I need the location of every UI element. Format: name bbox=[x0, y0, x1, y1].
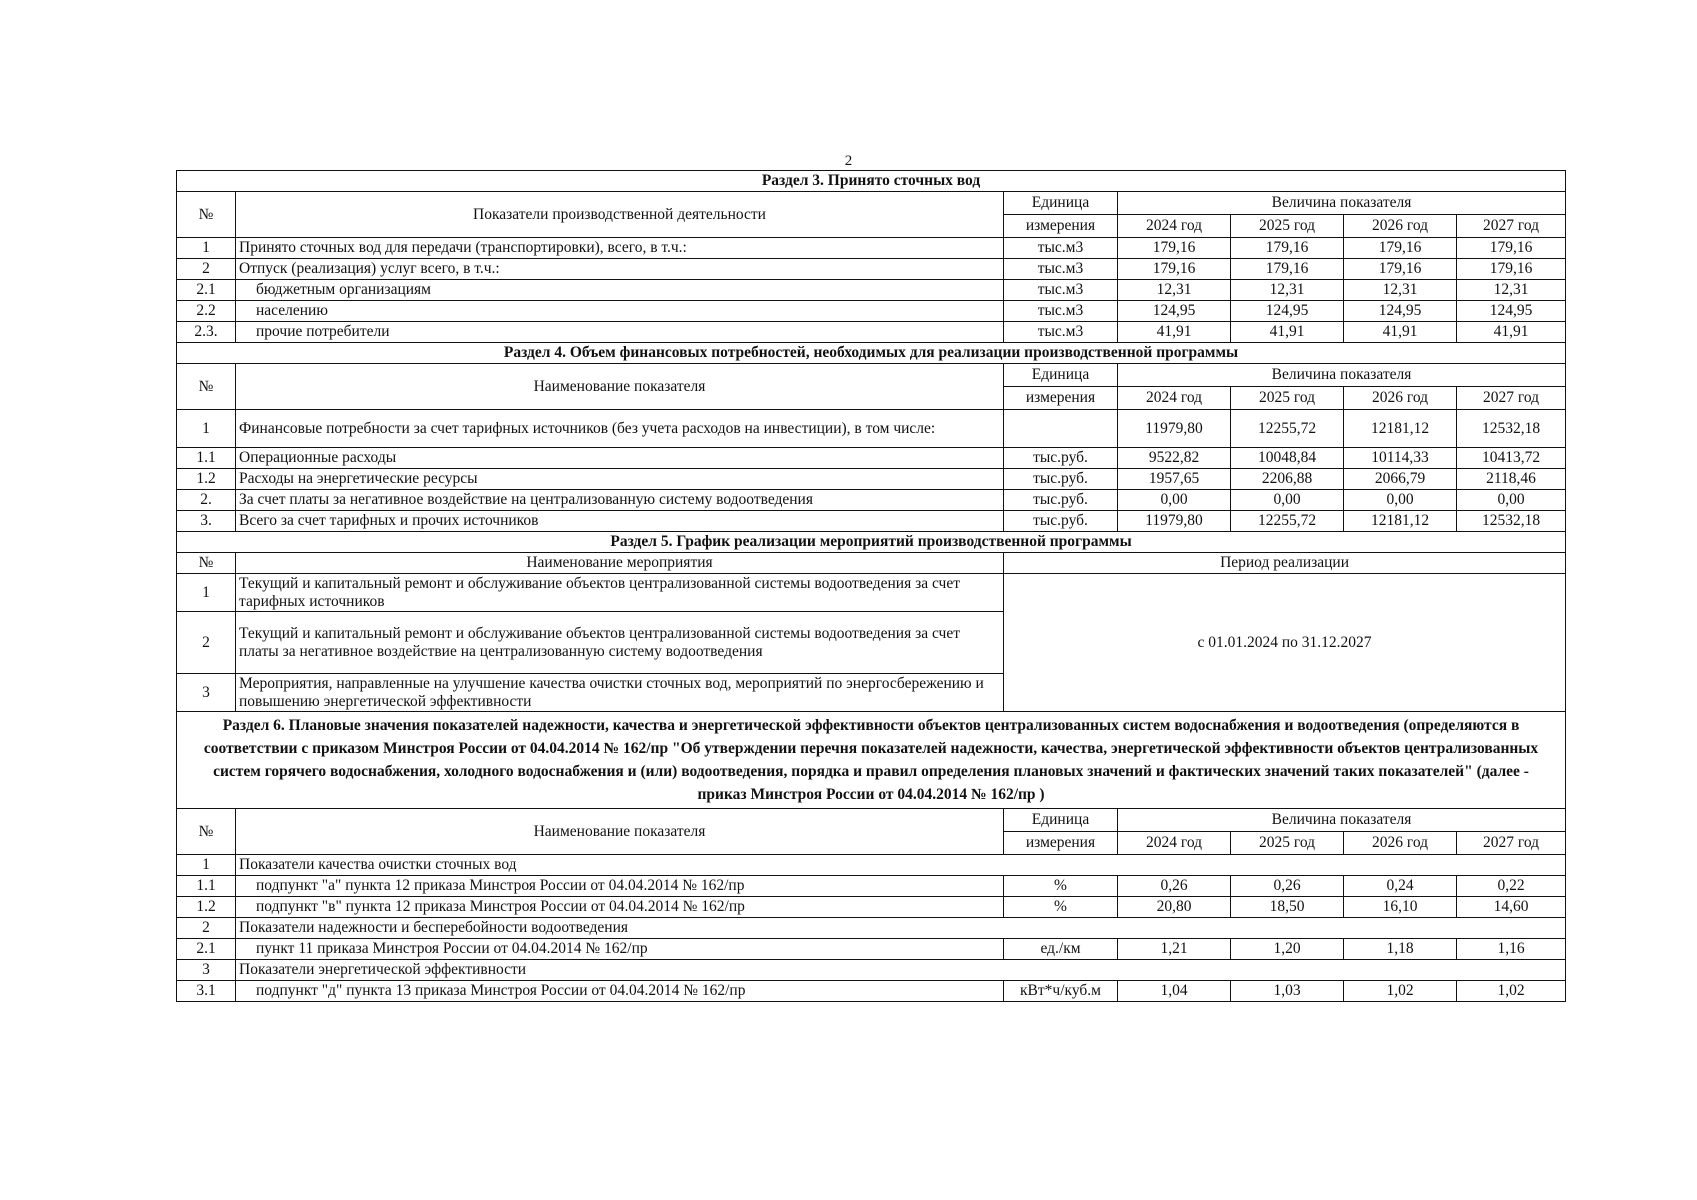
row-value: 12181,12 bbox=[1344, 410, 1457, 448]
row-value: 41,91 bbox=[1457, 322, 1566, 343]
row-group-name: Показатели надежности и бесперебойности водоотведения bbox=[236, 918, 1566, 939]
section3-header-value: Величина показателя bbox=[1118, 192, 1566, 215]
row-value: 12181,12 bbox=[1344, 511, 1457, 532]
row-num: 3.1 bbox=[177, 981, 236, 1002]
row-unit: кВт*ч/куб.м bbox=[1004, 981, 1118, 1002]
section3-header-row-1 bbox=[177, 192, 1566, 215]
row-value: 12532,18 bbox=[1457, 511, 1566, 532]
row-name: подпункт "в" пункта 12 приказа Минстроя России от 04.04.2014 № 162/пр bbox=[236, 897, 1004, 918]
row-name: бюджетным организациям bbox=[236, 280, 1004, 301]
table-row bbox=[177, 280, 1566, 301]
section4-header-value: Величина показателя bbox=[1118, 364, 1566, 387]
row-num: 3. bbox=[177, 511, 236, 532]
row-num: 2 bbox=[177, 918, 236, 939]
section6-header-unit: Единица bbox=[1004, 809, 1118, 832]
row-num: 2.3. bbox=[177, 322, 236, 343]
section5-header-row bbox=[177, 553, 1566, 574]
section3-title-row bbox=[177, 171, 1566, 192]
row-num: 1.2 bbox=[177, 469, 236, 490]
row-value: 1,21 bbox=[1118, 939, 1231, 960]
row-value: 179,16 bbox=[1118, 238, 1231, 259]
row-value: 2206,88 bbox=[1231, 469, 1344, 490]
section6-header-year: 2027 год bbox=[1457, 832, 1566, 855]
table-row bbox=[177, 981, 1566, 1002]
row-value: 124,95 bbox=[1231, 301, 1344, 322]
row-value: 1,20 bbox=[1231, 939, 1344, 960]
row-value: 9522,82 bbox=[1118, 448, 1231, 469]
row-num: 1 bbox=[177, 410, 236, 448]
row-unit: тыс.руб. bbox=[1004, 511, 1118, 532]
row-value: 10048,84 bbox=[1231, 448, 1344, 469]
table-row bbox=[177, 574, 1566, 612]
row-value: 0,00 bbox=[1118, 490, 1231, 511]
row-num: 3 bbox=[177, 674, 236, 712]
section4-header-unit-2: измерения bbox=[1004, 387, 1118, 410]
table-row bbox=[177, 259, 1566, 280]
row-name: Текущий и капитальный ремонт и обслуживание объектов централизованной системы водоотведения за счет тарифных источников bbox=[236, 574, 1004, 612]
section6-header-year: 2025 год bbox=[1231, 832, 1344, 855]
table-row bbox=[177, 511, 1566, 532]
row-group-name: Показатели качества очистки сточных вод bbox=[236, 855, 1566, 876]
row-name: Операционные расходы bbox=[236, 448, 1004, 469]
row-value: 41,91 bbox=[1344, 322, 1457, 343]
section3-header-year: 2024 год bbox=[1118, 215, 1231, 238]
section3-title: Раздел 3. Принято сточных вод bbox=[177, 171, 1566, 192]
row-num: 2 bbox=[177, 259, 236, 280]
production-program-table bbox=[176, 170, 1566, 1002]
row-value: 12,31 bbox=[1457, 280, 1566, 301]
row-name: Мероприятия, направленные на улучшение качества очистки сточных вод, мероприятий по энергосбережению и повышению энергетической эффективности bbox=[236, 674, 1004, 712]
section5-header-num: № bbox=[177, 553, 236, 574]
section4-title: Раздел 4. Объем финансовых потребностей, необходимых для реализации производственной программы bbox=[177, 343, 1566, 364]
table-row bbox=[177, 960, 1566, 981]
section4-header-year: 2026 год bbox=[1344, 387, 1457, 410]
row-value: 0,00 bbox=[1344, 490, 1457, 511]
row-name: пункт 11 приказа Минстроя России от 04.04.2014 № 162/пр bbox=[236, 939, 1004, 960]
row-num: 3 bbox=[177, 960, 236, 981]
row-value: 179,16 bbox=[1457, 238, 1566, 259]
row-unit: тыс.руб. bbox=[1004, 490, 1118, 511]
section3-header-num: № bbox=[177, 192, 236, 238]
section3-header-year: 2027 год bbox=[1457, 215, 1566, 238]
row-value: 12532,18 bbox=[1457, 410, 1566, 448]
row-num: 2. bbox=[177, 490, 236, 511]
section4-header-row-1 bbox=[177, 364, 1566, 387]
row-name: Отпуск (реализация) услуг всего, в т.ч.: bbox=[236, 259, 1004, 280]
row-value: 10114,33 bbox=[1344, 448, 1457, 469]
row-group-name: Показатели энергетической эффективности bbox=[236, 960, 1566, 981]
row-value: 0,00 bbox=[1231, 490, 1344, 511]
row-value: 11979,80 bbox=[1118, 511, 1231, 532]
row-value: 0,00 bbox=[1457, 490, 1566, 511]
row-value: 1,02 bbox=[1344, 981, 1457, 1002]
table-row bbox=[177, 238, 1566, 259]
row-name: подпункт "д" пункта 13 приказа Минстроя России от 04.04.2014 № 162/пр bbox=[236, 981, 1004, 1002]
section6-header-name: Наименование показателя bbox=[236, 809, 1004, 855]
row-value: 1,04 bbox=[1118, 981, 1231, 1002]
table-row bbox=[177, 876, 1566, 897]
row-value: 1,16 bbox=[1457, 939, 1566, 960]
period-value: с 01.01.2024 по 31.12.2027 bbox=[1004, 574, 1566, 712]
row-value: 2066,79 bbox=[1344, 469, 1457, 490]
row-num: 1 bbox=[177, 574, 236, 612]
table-row bbox=[177, 410, 1566, 448]
section3-header-unit: Единица bbox=[1004, 192, 1118, 215]
row-value: 10413,72 bbox=[1457, 448, 1566, 469]
row-num: 1.1 bbox=[177, 448, 236, 469]
section3-header-year: 2025 год bbox=[1231, 215, 1344, 238]
row-value: 0,26 bbox=[1231, 876, 1344, 897]
table-row bbox=[177, 855, 1566, 876]
table-row bbox=[177, 469, 1566, 490]
row-value: 18,50 bbox=[1231, 897, 1344, 918]
row-unit: ед./км bbox=[1004, 939, 1118, 960]
section6-header-unit-2: измерения bbox=[1004, 832, 1118, 855]
row-num: 1 bbox=[177, 855, 236, 876]
row-unit: % bbox=[1004, 897, 1118, 918]
row-value: 179,16 bbox=[1118, 259, 1231, 280]
row-value: 1,18 bbox=[1344, 939, 1457, 960]
row-value: 12,31 bbox=[1118, 280, 1231, 301]
row-value: 0,22 bbox=[1457, 876, 1566, 897]
section5-header-period: Период реализации bbox=[1004, 553, 1566, 574]
section6-header-num: № bbox=[177, 809, 236, 855]
section4-title-row bbox=[177, 343, 1566, 364]
section5-header-name: Наименование мероприятия bbox=[236, 553, 1004, 574]
row-value: 179,16 bbox=[1231, 238, 1344, 259]
row-unit: тыс.м3 bbox=[1004, 259, 1118, 280]
row-unit: % bbox=[1004, 876, 1118, 897]
row-unit: тыс.м3 bbox=[1004, 322, 1118, 343]
section6-title: Раздел 6. Плановые значения показателей надежности, качества и энергетической эффективности объектов централизованных систем водоснабжения и водоотведения (определяются в соответствии с приказом Минстроя России от 04.04.2014 № 162/пр "Об утверждении перечня показателей надежности, качества, энергетической эффективности объектов централизованных систем горячего водоснабжения, холодного водоснабжения и (или) водоотведения, порядка и правил определения плановых значений и фактических значений таких показателей" (далее - приказ Минстроя России от 04.04.2014 № 162/пр ) bbox=[177, 712, 1566, 809]
table-row bbox=[177, 490, 1566, 511]
row-num: 2.1 bbox=[177, 939, 236, 960]
row-name: За счет платы за негативное воздействие на централизованную систему водоотведения bbox=[236, 490, 1004, 511]
section5-title: Раздел 5. График реализации мероприятий производственной программы bbox=[177, 532, 1566, 553]
row-value: 20,80 bbox=[1118, 897, 1231, 918]
row-value: 124,95 bbox=[1118, 301, 1231, 322]
row-num: 2.1 bbox=[177, 280, 236, 301]
table-row bbox=[177, 897, 1566, 918]
row-num: 2 bbox=[177, 612, 236, 674]
row-value: 12,31 bbox=[1231, 280, 1344, 301]
row-unit bbox=[1004, 410, 1118, 448]
table-row bbox=[177, 301, 1566, 322]
table-row bbox=[177, 918, 1566, 939]
row-value: 179,16 bbox=[1231, 259, 1344, 280]
section6-header-year: 2024 год bbox=[1118, 832, 1231, 855]
section4-header-year: 2024 год bbox=[1118, 387, 1231, 410]
row-value: 0,26 bbox=[1118, 876, 1231, 897]
row-num: 2.2 bbox=[177, 301, 236, 322]
row-value: 12255,72 bbox=[1231, 511, 1344, 532]
section3-header-unit-2: измерения bbox=[1004, 215, 1118, 238]
row-name: населению bbox=[236, 301, 1004, 322]
row-unit: тыс.м3 bbox=[1004, 301, 1118, 322]
row-value: 179,16 bbox=[1457, 259, 1566, 280]
row-unit: тыс.руб. bbox=[1004, 469, 1118, 490]
row-value: 124,95 bbox=[1344, 301, 1457, 322]
row-unit: тыс.м3 bbox=[1004, 280, 1118, 301]
row-value: 1,02 bbox=[1457, 981, 1566, 1002]
section6-header-row-1 bbox=[177, 809, 1566, 832]
row-value: 41,91 bbox=[1118, 322, 1231, 343]
row-name: подпункт "а" пункта 12 приказа Минстроя России от 04.04.2014 № 162/пр bbox=[236, 876, 1004, 897]
section3-header-year: 2026 год bbox=[1344, 215, 1457, 238]
section4-header-unit: Единица bbox=[1004, 364, 1118, 387]
row-name: прочие потребители bbox=[236, 322, 1004, 343]
section4-header-num: № bbox=[177, 364, 236, 410]
row-value: 1957,65 bbox=[1118, 469, 1231, 490]
section6-title-row bbox=[177, 712, 1566, 809]
row-value: 179,16 bbox=[1344, 259, 1457, 280]
row-value: 2118,46 bbox=[1457, 469, 1566, 490]
table-row bbox=[177, 448, 1566, 469]
row-unit: тыс.руб. bbox=[1004, 448, 1118, 469]
row-name: Принято сточных вод для передачи (транспортировки), всего, в т.ч.: bbox=[236, 238, 1004, 259]
row-value: 14,60 bbox=[1457, 897, 1566, 918]
row-unit: тыс.м3 bbox=[1004, 238, 1118, 259]
section4-header-name: Наименование показателя bbox=[236, 364, 1004, 410]
section3-header-name: Показатели производственной деятельности bbox=[236, 192, 1004, 238]
row-value: 41,91 bbox=[1231, 322, 1344, 343]
row-value: 1,03 bbox=[1231, 981, 1344, 1002]
row-value: 11979,80 bbox=[1118, 410, 1231, 448]
row-name: Всего за счет тарифных и прочих источников bbox=[236, 511, 1004, 532]
row-value: 12255,72 bbox=[1231, 410, 1344, 448]
section4-header-year: 2027 год bbox=[1457, 387, 1566, 410]
section5-title-row bbox=[177, 532, 1566, 553]
table-row bbox=[177, 322, 1566, 343]
section6-header-value: Величина показателя bbox=[1118, 809, 1566, 832]
row-value: 12,31 bbox=[1344, 280, 1457, 301]
row-value: 124,95 bbox=[1457, 301, 1566, 322]
row-name: Финансовые потребности за счет тарифных источников (без учета расходов на инвестиции), в том числе: bbox=[236, 410, 1004, 448]
row-name: Текущий и капитальный ремонт и обслуживание объектов централизованной системы водоотведения за счет платы за негативное воздействие на централизованную систему водоотведения bbox=[236, 612, 1004, 674]
row-num: 1.2 bbox=[177, 897, 236, 918]
row-value: 179,16 bbox=[1344, 238, 1457, 259]
row-name: Расходы на энергетические ресурсы bbox=[236, 469, 1004, 490]
row-value: 0,24 bbox=[1344, 876, 1457, 897]
row-value: 16,10 bbox=[1344, 897, 1457, 918]
row-num: 1.1 bbox=[177, 876, 236, 897]
page-number: 2 bbox=[844, 153, 853, 169]
section6-header-year: 2026 год bbox=[1344, 832, 1457, 855]
row-num: 1 bbox=[177, 238, 236, 259]
table-row bbox=[177, 939, 1566, 960]
section4-header-year: 2025 год bbox=[1231, 387, 1344, 410]
